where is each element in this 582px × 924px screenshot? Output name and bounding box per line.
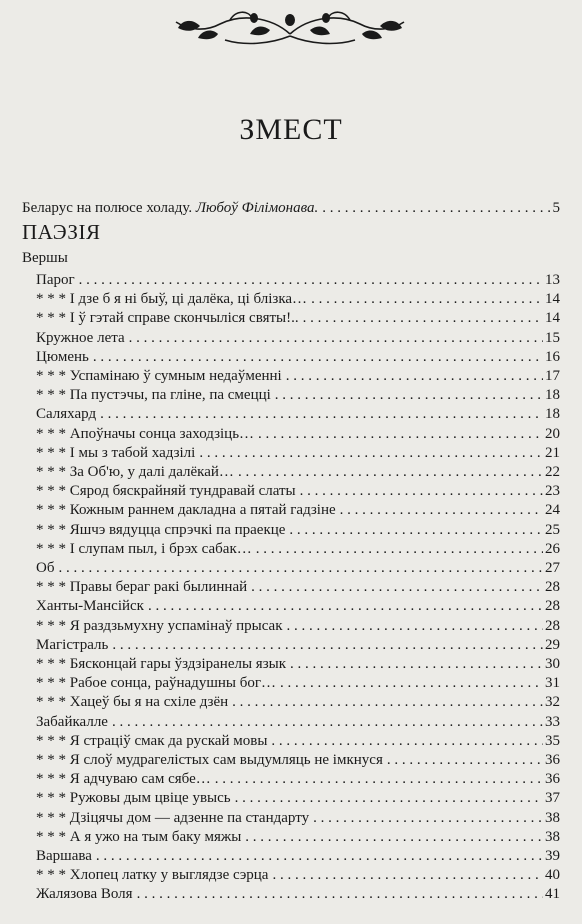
toc-entry-row xyxy=(36,520,560,540)
toc-entry-row xyxy=(36,596,560,616)
poem-title: Варшава xyxy=(36,848,92,864)
toc-intro-row xyxy=(22,198,560,218)
page-number: 38 xyxy=(545,809,560,826)
toc-entry-row xyxy=(36,366,560,386)
toc-entry-row xyxy=(36,347,560,367)
dot-leader xyxy=(296,481,543,501)
dot-leader xyxy=(286,654,543,674)
dot-leader xyxy=(383,750,543,770)
asterism: * * * xyxy=(36,656,70,672)
toc-entry-row xyxy=(36,558,560,578)
toc-entry-row xyxy=(36,328,560,348)
dot-leader xyxy=(144,596,543,616)
toc-entry-row xyxy=(36,635,560,655)
poem-title: Цюмень xyxy=(36,348,89,365)
toc-entry-row xyxy=(36,500,560,520)
page-number: 5 xyxy=(552,200,560,216)
toc-entry-row xyxy=(36,462,560,482)
poem-first-line: Правы бераг ракі былиннай xyxy=(69,579,248,596)
page-number: 36 xyxy=(545,771,560,788)
asterism: * * * xyxy=(36,387,70,404)
toc-entry-row xyxy=(36,846,560,866)
dot-leader xyxy=(241,827,543,847)
dot-leader xyxy=(54,558,543,578)
poem-title: Магістраль xyxy=(36,636,109,653)
page-number: 17 xyxy=(545,368,560,384)
poem-title: Саляхард xyxy=(36,406,97,423)
poem-first-line: Я слоў мудрагелістых сам выдумляць не імкнуся xyxy=(69,752,383,768)
poem-first-line: Апоўначы сонца заходзіць… xyxy=(69,425,255,442)
poem-first-line: Рабое сонца, раўнадушны бог… xyxy=(69,675,277,692)
dot-leader xyxy=(271,385,543,405)
poem-first-line: Па пустэчы, па гліне, па смецці xyxy=(69,387,271,404)
page-number: 33 xyxy=(545,713,560,730)
dot-leader xyxy=(125,328,543,348)
intro-title: Беларус на полюсе холаду. xyxy=(22,200,193,216)
asterism: * * * xyxy=(36,444,70,461)
toc-entry-row xyxy=(36,712,560,732)
dot-leader xyxy=(283,616,544,636)
poem-first-line: А я ужо на тым баку мяжы xyxy=(69,828,242,845)
toc-entry-row xyxy=(36,692,560,712)
page-number: 21 xyxy=(545,444,560,461)
page-number: 41 xyxy=(545,886,560,903)
page-number: 32 xyxy=(545,694,560,711)
asterism: * * * xyxy=(36,809,70,826)
dot-leader xyxy=(276,673,543,693)
poem-first-line: І мы з табой хадзілі xyxy=(69,444,196,461)
toc-entry-row xyxy=(36,827,560,847)
dot-leader xyxy=(89,347,543,367)
poem-title: Об xyxy=(36,560,55,576)
page-number: 13 xyxy=(545,272,560,288)
poem-first-line: Сярод бяскрайняй тундравай слаты xyxy=(69,483,296,500)
poem-title: Ханты-Мансійск xyxy=(36,598,144,615)
dot-leader xyxy=(254,424,543,444)
dot-leader xyxy=(228,692,543,712)
page-number: 28 xyxy=(545,598,560,615)
poem-first-line: Яшчэ вядуцца спрэчкі па праекце xyxy=(69,521,286,538)
toc-entry-row xyxy=(36,750,560,770)
toc-entry-row xyxy=(36,308,560,328)
dot-leader xyxy=(282,366,543,386)
dot-leader xyxy=(267,731,543,751)
poem-first-line: Кожным раннем дакладна а пятай гадзіне xyxy=(69,502,336,519)
poem-first-line: Успамінаю ў сумным недаўменні xyxy=(69,368,282,384)
dot-leader xyxy=(133,884,543,904)
poem-title: Парог xyxy=(36,272,75,288)
toc-entry-row xyxy=(36,481,560,501)
toc-entry-row xyxy=(36,577,560,597)
poem-first-line: І слупам пыл, і брэх сабак… xyxy=(69,540,252,557)
poem-title: Забайкалле xyxy=(36,713,108,730)
page-number: 40 xyxy=(545,867,560,884)
page-number: 22 xyxy=(545,464,560,480)
dot-leader xyxy=(75,270,543,290)
page-title: ЗМЕСТ xyxy=(239,113,343,146)
asterism: * * * xyxy=(36,310,70,327)
asterism: * * * xyxy=(36,732,70,749)
dot-leader xyxy=(336,500,543,520)
poem-first-line: Хацеў бы я на схіле дзён xyxy=(69,694,229,711)
dot-leader xyxy=(96,404,543,424)
dot-leader xyxy=(211,769,543,789)
poem-first-line: Дзіцячы дом — адзенне па стандарту xyxy=(69,809,310,826)
page-number: 20 xyxy=(545,425,560,442)
page-number: 37 xyxy=(545,790,560,807)
toc-entry-row xyxy=(36,731,560,751)
asterism: * * * xyxy=(36,464,70,480)
asterism: * * * xyxy=(36,675,70,692)
poem-first-line: Бясконцай гары ўздзіранелы язык xyxy=(69,656,286,672)
dot-leader xyxy=(108,712,543,732)
poem-first-line: Хлопец латку у выглядзе сэрца xyxy=(69,867,269,884)
dot-leader xyxy=(307,289,543,309)
toc-entry-row xyxy=(36,404,560,424)
poem-first-line: І ў гэтай справе скончыліся святы!.. xyxy=(69,310,299,327)
page-number: 18 xyxy=(545,387,560,404)
page-number: 14 xyxy=(545,291,560,308)
intro-author: Любоў Філімонава. xyxy=(195,200,319,216)
dot-leader xyxy=(252,539,543,559)
dot-leader xyxy=(247,577,543,597)
poem-first-line: Я раздзьмухну успамінаў прысак xyxy=(69,617,283,634)
page-number: 35 xyxy=(545,732,560,749)
asterism: * * * xyxy=(36,579,70,596)
poem-first-line: За Об'ю, у далі далёкай… xyxy=(69,464,234,480)
dot-leader xyxy=(231,788,543,808)
asterism: * * * xyxy=(36,694,70,711)
dot-leader xyxy=(318,198,550,218)
toc-entry-row xyxy=(36,289,560,309)
dot-leader xyxy=(234,462,543,482)
toc-entry-row xyxy=(36,270,560,290)
toc-entry-row xyxy=(36,808,560,828)
subsection-heading: Вершы xyxy=(22,250,68,266)
dot-leader xyxy=(309,808,543,828)
poem-first-line: Ружовы дым цвіце увысь xyxy=(69,790,231,807)
poem-first-line: Я страціў смак да рускай мовы xyxy=(69,732,268,749)
page-number: 18 xyxy=(545,406,560,423)
toc-entry-row xyxy=(36,616,560,636)
dot-leader xyxy=(195,443,543,463)
page-number: 28 xyxy=(545,617,560,634)
toc-entry-row xyxy=(36,884,560,904)
asterism: * * * xyxy=(36,425,70,442)
page-number: 29 xyxy=(545,636,560,653)
dot-leader xyxy=(108,635,543,655)
poem-first-line: Я адчуваю сам сябе… xyxy=(69,771,211,788)
poem-title: Кружное лета xyxy=(36,329,125,346)
page-number: 14 xyxy=(545,310,560,327)
page-number: 16 xyxy=(545,348,560,365)
asterism: * * * xyxy=(36,502,70,519)
page-number: 25 xyxy=(545,521,560,538)
page-number: 39 xyxy=(545,848,560,864)
dot-leader xyxy=(285,520,543,540)
toc-entry-row xyxy=(36,865,560,885)
asterism: * * * xyxy=(36,291,70,308)
asterism: * * * xyxy=(36,790,70,807)
dot-leader xyxy=(92,846,543,866)
toc-entry-row xyxy=(36,673,560,693)
page-number: 26 xyxy=(545,540,560,557)
asterism: * * * xyxy=(36,771,70,788)
poem-first-line: І дзе б я ні быў, ці далёка, ці блізка… xyxy=(69,291,308,308)
page-number: 23 xyxy=(545,483,560,500)
toc-entry-row xyxy=(36,539,560,559)
asterism: * * * xyxy=(36,828,70,845)
toc-entry-row xyxy=(36,424,560,444)
asterism: * * * xyxy=(36,368,70,384)
page-number: 30 xyxy=(545,656,560,672)
asterism: * * * xyxy=(36,521,70,538)
asterism: * * * xyxy=(36,540,70,557)
asterism: * * * xyxy=(36,483,70,500)
asterism: * * * xyxy=(36,752,70,768)
page-number: 28 xyxy=(545,579,560,596)
asterism: * * * xyxy=(36,867,70,884)
asterism: * * * xyxy=(36,617,70,634)
section-heading: ПАЭЗІЯ xyxy=(22,220,101,244)
page-number: 31 xyxy=(545,675,560,692)
toc-entry-row xyxy=(36,654,560,674)
poem-title: Жалязова Воля xyxy=(36,886,133,903)
page-number: 24 xyxy=(545,502,560,519)
toc-entry-row xyxy=(36,769,560,789)
page-number: 36 xyxy=(545,752,560,768)
page-number: 27 xyxy=(545,560,560,576)
toc-entry-row xyxy=(36,385,560,405)
dot-leader xyxy=(299,308,543,328)
toc-entry-row xyxy=(36,788,560,808)
dot-leader xyxy=(268,865,543,885)
page-number: 15 xyxy=(545,329,560,346)
toc-entry-row xyxy=(36,443,560,463)
page-number: 38 xyxy=(545,828,560,845)
